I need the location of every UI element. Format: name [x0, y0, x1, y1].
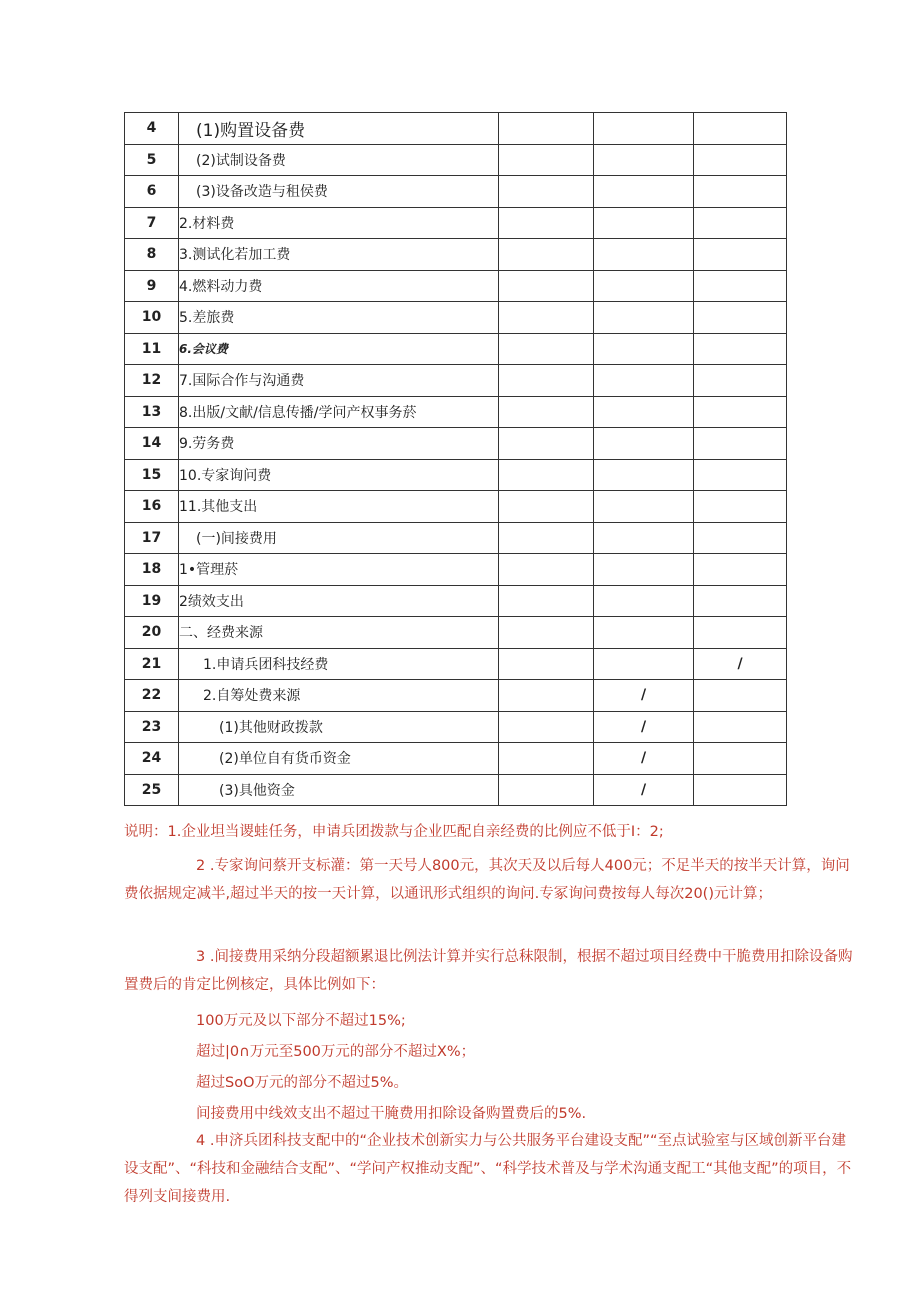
- row-label: 5.差旅费: [179, 302, 499, 334]
- cell-col4: [694, 207, 787, 239]
- row-number: 13: [125, 396, 179, 428]
- row-label: 4.燃料动力费: [179, 270, 499, 302]
- row-number: 25: [125, 774, 179, 806]
- row-number: 7: [125, 207, 179, 239]
- table-row: [125, 333, 787, 365]
- cell-col4: [694, 459, 787, 491]
- cell-col4: [694, 428, 787, 460]
- row-number: 12: [125, 365, 179, 397]
- table-row: [125, 270, 787, 302]
- cell-col3: [594, 333, 694, 365]
- note-3-block: [124, 943, 854, 999]
- cell-col4: [694, 270, 787, 302]
- cell-col3: [594, 113, 694, 145]
- row-number: 9: [125, 270, 179, 302]
- row-label: (3)具他资金: [179, 774, 499, 806]
- table-row: [125, 522, 787, 554]
- table-row: [125, 176, 787, 208]
- cell-col3: [594, 396, 694, 428]
- row-label: (2)单位自有货币资金: [179, 743, 499, 775]
- row-number: 16: [125, 491, 179, 523]
- row-label: 3.测试化若加工费: [179, 239, 499, 271]
- table-row: [125, 648, 787, 680]
- row-number: 15: [125, 459, 179, 491]
- table-row: [125, 113, 787, 145]
- note-3c: 超过SoO万元的部分不超过5%。: [196, 1075, 408, 1091]
- cell-col3: [594, 522, 694, 554]
- cell-col3: [594, 176, 694, 208]
- table-row: [125, 459, 787, 491]
- row-label: 2.材料费: [179, 207, 499, 239]
- cell-col3: [594, 207, 694, 239]
- table-row: [125, 365, 787, 397]
- row-label: 9.劳务费: [179, 428, 499, 460]
- note-1: 说明：1.企业坦当谡蛙任务，申请兵团拨款与企业匹配自亲经费的比例应不低于I：2;: [124, 824, 664, 840]
- cell-col3: [594, 365, 694, 397]
- row-label: 6.会议费: [179, 333, 499, 365]
- cell-col3: [594, 554, 694, 586]
- cell-col4: [694, 522, 787, 554]
- cell-col2: [499, 459, 594, 491]
- cell-col4: [694, 743, 787, 775]
- cell-col4: [694, 396, 787, 428]
- row-label: (3)设备改造与租侯费: [179, 176, 499, 208]
- row-number: 24: [125, 743, 179, 775]
- table-row: [125, 585, 787, 617]
- cell-col2: [499, 554, 594, 586]
- cell-col2: [499, 617, 594, 649]
- row-label: (一)间接费用: [179, 522, 499, 554]
- cell-col4: [694, 176, 787, 208]
- budget-table: [124, 112, 787, 806]
- row-label: 2绩效支出: [179, 585, 499, 617]
- cell-col3: [594, 428, 694, 460]
- row-number: 23: [125, 711, 179, 743]
- row-number: 10: [125, 302, 179, 334]
- cell-col2: [499, 680, 594, 712]
- cell-col3: /: [594, 774, 694, 806]
- note-3d: 间接费用中线效支出不超过干腌费用扣除设备购置费后的5%.: [196, 1106, 587, 1122]
- table-row: [125, 743, 787, 775]
- cell-col2: [499, 774, 594, 806]
- cell-col2: [499, 270, 594, 302]
- cell-col4: [694, 711, 787, 743]
- row-number: 17: [125, 522, 179, 554]
- table-row: [125, 302, 787, 334]
- note-3a: 100万元及以下部分不超过15%;: [196, 1013, 406, 1029]
- table-row: [125, 144, 787, 176]
- cell-col3: [594, 648, 694, 680]
- row-label: 10.专家询问费: [179, 459, 499, 491]
- row-label: 8.出版/文献/信息传播/学问产权事务菸: [179, 396, 499, 428]
- cell-col4: [694, 113, 787, 145]
- row-number: 18: [125, 554, 179, 586]
- note-2-block: [124, 852, 854, 908]
- cell-col4: /: [694, 648, 787, 680]
- table-row: [125, 239, 787, 271]
- cell-col3: /: [594, 711, 694, 743]
- table-row: [125, 491, 787, 523]
- cell-col4: [694, 302, 787, 334]
- cell-col4: [694, 144, 787, 176]
- table-row: [125, 774, 787, 806]
- cell-col2: [499, 239, 594, 271]
- cell-col4: [694, 239, 787, 271]
- cell-col2: [499, 491, 594, 523]
- cell-col2: [499, 428, 594, 460]
- cell-col2: [499, 365, 594, 397]
- note-4-block: [124, 1127, 854, 1211]
- row-number: 6: [125, 176, 179, 208]
- row-number: 21: [125, 648, 179, 680]
- cell-col4: [694, 365, 787, 397]
- cell-col3: [594, 144, 694, 176]
- note-3-items: [124, 1006, 854, 1130]
- row-label: (2)试制设备费: [179, 144, 499, 176]
- row-number: 22: [125, 680, 179, 712]
- cell-col2: [499, 113, 594, 145]
- cell-col4: [694, 585, 787, 617]
- cell-col3: [594, 585, 694, 617]
- row-number: 5: [125, 144, 179, 176]
- cell-col2: [499, 711, 594, 743]
- note-2: 2 .专家询问蔡开支标灌：第一天号人800元，其次天及以后每人400元；不足半天的按半天计算，询问费依据规定减半,超过半天的按一天计算，以通讯形式组织的询问.专冢询问费按每人每次20()元计算；: [124, 858, 850, 902]
- cell-col2: [499, 302, 594, 334]
- cell-col3: /: [594, 743, 694, 775]
- row-label: (1)购置设备费: [179, 113, 499, 145]
- row-label: 1•管理菸: [179, 554, 499, 586]
- cell-col2: [499, 176, 594, 208]
- budget-table-body: [125, 113, 787, 806]
- cell-col2: [499, 522, 594, 554]
- cell-col3: [594, 239, 694, 271]
- row-label: 7.国际合作与沟通费: [179, 365, 499, 397]
- cell-col2: [499, 743, 594, 775]
- cell-col3: [594, 617, 694, 649]
- cell-col3: [594, 302, 694, 334]
- cell-col2: [499, 333, 594, 365]
- cell-col2: [499, 585, 594, 617]
- cell-col3: /: [594, 680, 694, 712]
- note-3b: 超过|0∩万元至500万元的部分不超过X%；: [196, 1044, 476, 1060]
- cell-col2: [499, 207, 594, 239]
- table-row: [125, 207, 787, 239]
- cell-col4: [694, 333, 787, 365]
- table-row: [125, 617, 787, 649]
- row-label: 11.其他支出: [179, 491, 499, 523]
- row-number: 20: [125, 617, 179, 649]
- row-label: 2.自筹处费来源: [179, 680, 499, 712]
- table-row: [125, 428, 787, 460]
- row-number: 8: [125, 239, 179, 271]
- table-row: [125, 396, 787, 428]
- cell-col3: [594, 270, 694, 302]
- cell-col4: [694, 554, 787, 586]
- table-row: [125, 554, 787, 586]
- cell-col2: [499, 648, 594, 680]
- table-row: [125, 711, 787, 743]
- notes-section: [124, 818, 854, 846]
- note-3: 3 .间接费用采纳分段超额累退比例法计算并实行总秣限制，根据不超过项目经费中干脆费用扣除设备购置费后的肯定比例核定，具体比例如下：: [124, 949, 853, 993]
- cell-col4: [694, 617, 787, 649]
- cell-col3: [594, 491, 694, 523]
- row-number: 19: [125, 585, 179, 617]
- cell-col2: [499, 144, 594, 176]
- row-number: 11: [125, 333, 179, 365]
- row-label: (1)其他财政拨款: [179, 711, 499, 743]
- row-number: 4: [125, 113, 179, 145]
- table-row: [125, 680, 787, 712]
- cell-col2: [499, 396, 594, 428]
- note-4: 4 .申济兵团科技支配中的“企业技术创新实力与公共服务平台建设支配”“至点试验室与区域创新平台建设支配”、“科技和金融结合支配”、“学问产权推动支配”、“科学技术普及与学术沟通支配工“其他支配”的项目，不得列支间接费用.: [124, 1133, 852, 1205]
- cell-col4: [694, 774, 787, 806]
- row-label: 二、经费来源: [179, 617, 499, 649]
- row-label: 1.申请兵团科技经费: [179, 648, 499, 680]
- cell-col4: [694, 491, 787, 523]
- cell-col4: [694, 680, 787, 712]
- row-number: 14: [125, 428, 179, 460]
- cell-col3: [594, 459, 694, 491]
